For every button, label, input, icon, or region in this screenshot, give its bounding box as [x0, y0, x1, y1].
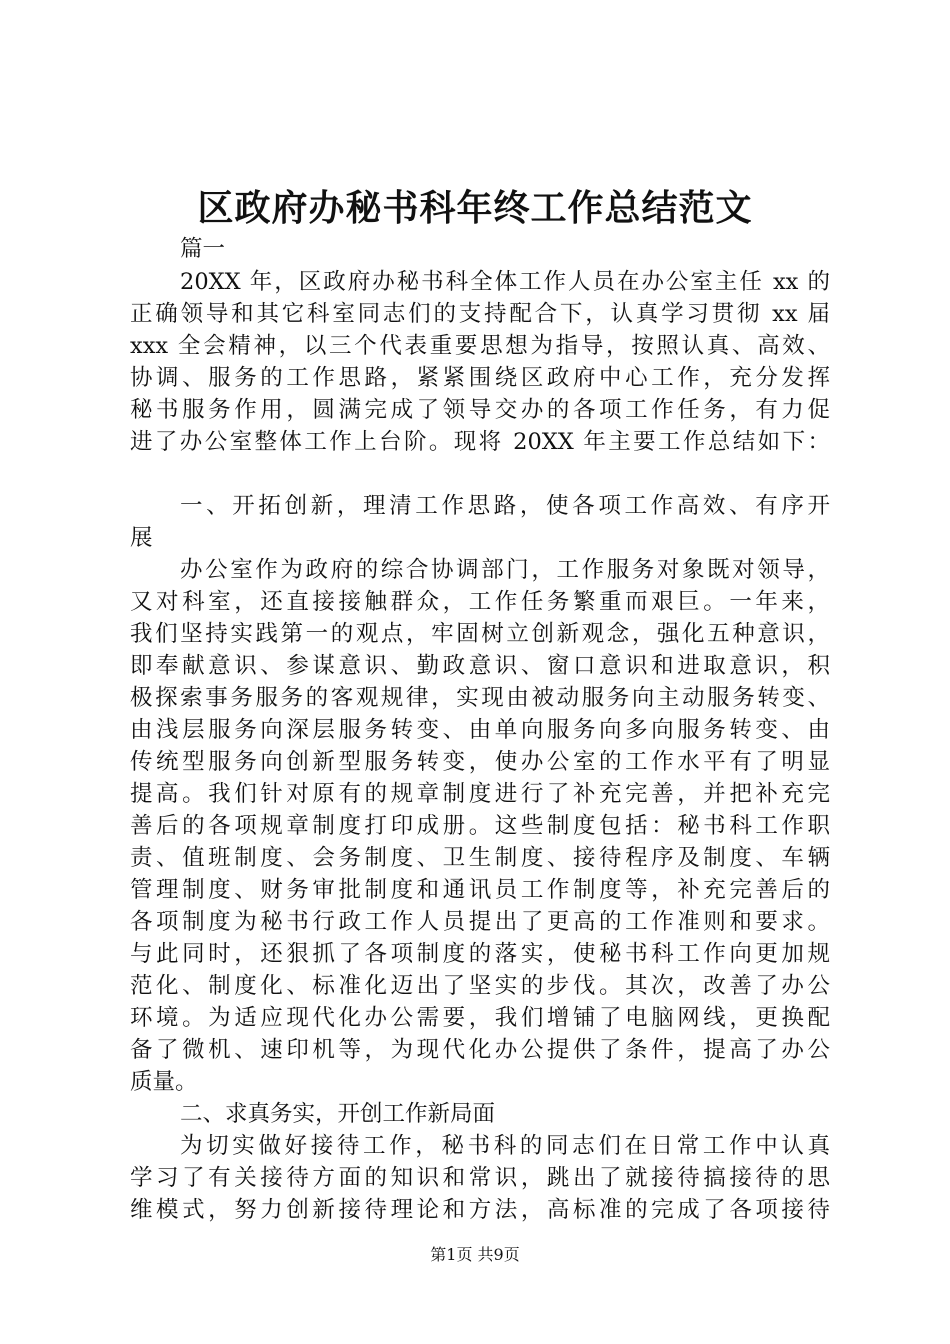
text-line: 与此同时，还狠抓了各项制度的落实，使秘书科工作向更加规 [130, 941, 830, 967]
text-line: 各项制度为秘书行政工作人员提出了更高的工作准则和要求。 [130, 909, 830, 935]
text-line: 办公室作为政府的综合协调部门，工作服务对象既对领导， [180, 557, 830, 583]
text-line: 备了微机、速印机等，为现代化办公提供了条件，提高了办公 [130, 1037, 830, 1063]
text-line: 进了办公室整体工作上台阶。现将 20XX 年主要工作总结如下： [130, 429, 830, 455]
document-title: 区政府办秘书科年终工作总结范文 [197, 187, 753, 229]
text-line: 20XX 年，区政府办秘书科全体工作人员在办公室主任 xx 的 [180, 269, 830, 295]
text-line: 管理制度、财务审批制度和通讯员工作制度等，补充完善后的 [130, 877, 830, 903]
text-line: 秘书服务作用，圆满完成了领导交办的各项工作任务，有力促 [130, 397, 830, 423]
text-line: 责、值班制度、会务制度、卫生制度、接待程序及制度、车辆 [130, 845, 830, 871]
text-line: 即奉献意识、参谋意识、勤政意识、窗口意识和进取意识，积 [130, 653, 830, 679]
text-line: 正确领导和其它科室同志们的支持配合下，认真学习贯彻 xx 届 [130, 301, 830, 327]
text-line: 又对科室，还直接接触群众，工作任务繁重而艰巨。一年来， [130, 589, 830, 615]
text-line: xxx 全会精神，以三个代表重要思想为指导，按照认真、高效、 [130, 333, 830, 359]
text-line: 传统型服务向创新型服务转变，使办公室的工作水平有了明显 [130, 749, 830, 775]
section-heading: 一、开拓创新，理清工作思路，使各项工作高效、有序开 [180, 493, 830, 519]
text-line: 由浅层服务向深层服务转变、由单向服务向多向服务转变、由 [130, 717, 830, 743]
text-line: 我们坚持实践第一的观点，牢固树立创新观念，强化五种意识， [130, 621, 830, 647]
text-line: 极探索事务服务的客观规律，实现由被动服务向主动服务转变、 [130, 685, 830, 711]
section-heading: 二、求真务实，开创工作新局面 [180, 1101, 496, 1127]
text-line: 为切实做好接待工作，秘书科的同志们在日常工作中认真 [180, 1133, 830, 1159]
text-line: 学习了有关接待方面的知识和常识，跳出了就接待搞接待的思 [130, 1165, 830, 1191]
text-line: 提高。我们针对原有的规章制度进行了补充完善，并把补充完 [130, 781, 830, 807]
text-line: 善后的各项规章制度打印成册。这些制度包括：秘书科工作职 [130, 813, 830, 839]
text-line: 篇一 [180, 236, 226, 262]
section-heading: 展 [130, 525, 153, 551]
text-line: 环境。为适应现代化办公需要，我们增铺了电脑网线，更换配 [130, 1005, 830, 1031]
text-line: 维模式，努力创新接待理论和方法，高标准的完成了各项接待 [130, 1197, 830, 1223]
text-line: 范化、制度化、标准化迈出了坚实的步伐。其次，改善了办公 [130, 973, 830, 999]
text-line: 协调、服务的工作思路，紧紧围绕区政府中心工作，充分发挥 [130, 365, 830, 391]
page-footer: 第1页 共9页 [430, 1245, 520, 1264]
text-line: 质量。 [130, 1069, 198, 1095]
